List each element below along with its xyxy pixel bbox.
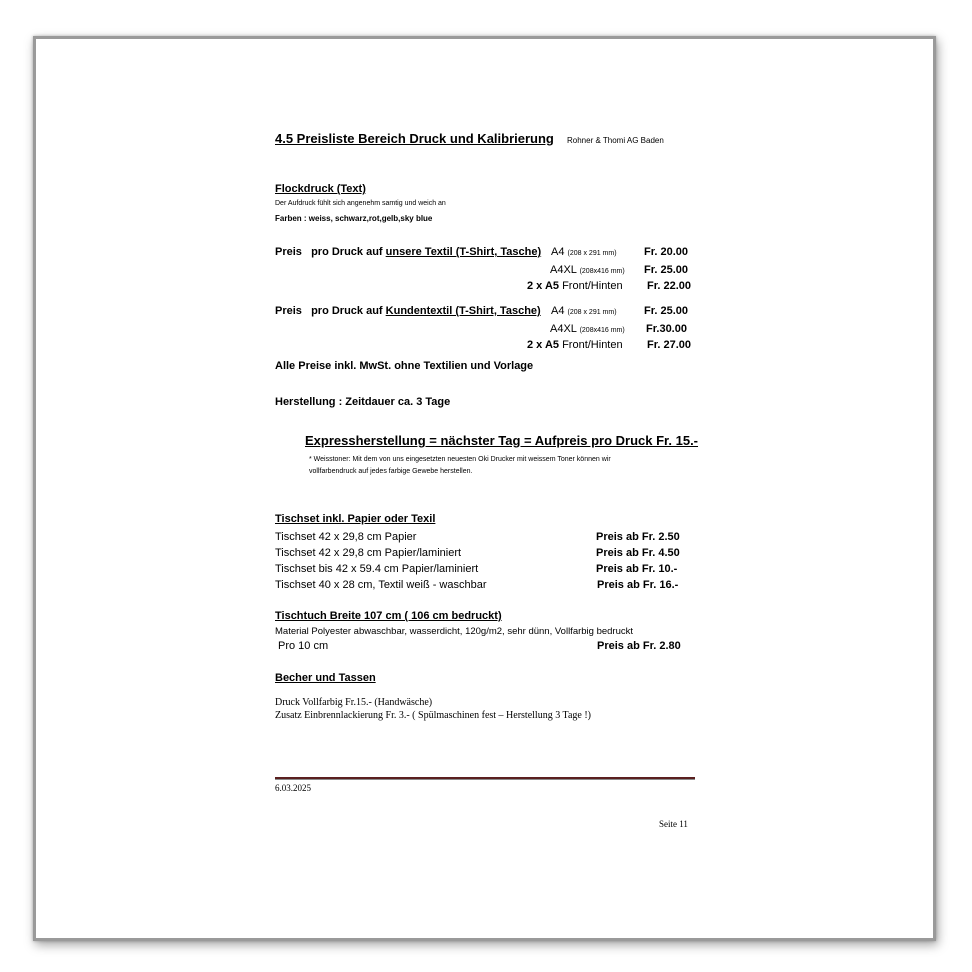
tischtuch-price: Preis ab Fr. 2.80: [597, 640, 681, 652]
all-prices-note: Alle Preise inkl. MwSt. ohne Textilien und Vorlage: [275, 360, 534, 372]
becher-line2: Zusatz Einbrennlackierung Fr. 3.- ( Spülmaschinen fest – Herstellung 3 Tage !): [275, 710, 591, 721]
tischset-item-label: Tischset 40 x 28 cm, Textil weiß - waschbar: [275, 579, 487, 591]
footer-divider: [275, 777, 695, 780]
own-a4-format: A4 (208 x 291 mm): [551, 246, 617, 258]
tischset-item-price: Preis ab Fr. 16.-: [597, 579, 679, 591]
customer-textile-text: Kundentextil (T-Shirt, Tasche): [385, 305, 541, 317]
tischset-item-price: Preis ab Fr. 10.-: [596, 563, 678, 575]
becher-heading: Becher und Tassen: [275, 672, 376, 684]
document-page: [33, 36, 936, 941]
document-title: 4.5 Preisliste Bereich Druck und Kalibrierung: [275, 131, 554, 146]
production-time: Herstellung : Zeitdauer ca. 3 Tage: [275, 396, 451, 408]
tischset-item-label: Tischset 42 x 29,8 cm Papier: [275, 531, 417, 543]
company-name: Rohner & Thomi AG Baden: [567, 136, 664, 145]
tischtuch-heading: Tischtuch Breite 107 cm ( 106 cm bedruckt): [275, 610, 502, 622]
toner-note-line1: * Weisstoner: Mit dem von uns eingesetzten neuesten Oki Drucker mit weissem Toner können wir: [309, 456, 611, 463]
own-a5-format: 2 x A5 Front/Hinten: [527, 280, 623, 292]
price-customer-title: Preis pro Druck auf Kundentextil (T-Shirt, Tasche): [275, 305, 541, 317]
express-note: Expressherstellung = nächster Tag = Aufpreis pro Druck Fr. 15.-: [305, 433, 699, 448]
own-textile-text: unsere Textil (T-Shirt, Tasche): [385, 246, 542, 258]
page-number: Seite 11: [659, 819, 688, 829]
price-own-title: Preis pro Druck auf unsere Textil (T-Shirt, Tasche): [275, 246, 542, 258]
flock-description: Der Aufdruck fühlt sich angenehm samtig und weich an: [275, 200, 446, 207]
flock-colors: Farben : weiss, schwarz,rot,gelb,sky blue: [275, 214, 433, 223]
customer-a4-format: A4 (208 x 291 mm): [551, 305, 617, 317]
tischset-item-label: Tischset bis 42 x 59.4 cm Papier/laminiert: [275, 563, 479, 575]
customer-a5-format: 2 x A5 Front/Hinten: [527, 339, 623, 351]
becher-line1: Druck Vollfarbig Fr.15.- (Handwäsche): [275, 697, 433, 708]
tischtuch-unit: Pro 10 cm: [278, 640, 329, 652]
own-a4-price: Fr. 20.00: [644, 246, 689, 258]
footer-date: 6.03.2025: [275, 783, 311, 793]
own-a4xl-price: Fr. 25.00: [644, 264, 689, 276]
tischset-heading: Tischset inkl. Papier oder Texil: [275, 513, 436, 525]
customer-a4-price: Fr. 25.00: [644, 305, 689, 317]
tischset-item-price: Preis ab Fr. 4.50: [596, 547, 680, 559]
customer-a5-price: Fr. 27.00: [647, 339, 692, 351]
customer-a4xl-price: Fr.30.00: [646, 323, 687, 335]
tischtuch-material: Material Polyester abwaschbar, wasserdicht, 120g/m2, sehr dünn, Vollfarbig bedruckt: [275, 626, 634, 637]
toner-note-line2: vollfarbendruck auf jedes farbige Gewebe herstellen.: [309, 468, 473, 475]
tischset-item-price: Preis ab Fr. 2.50: [596, 531, 680, 543]
tischset-item-label: Tischset 42 x 29,8 cm Papier/laminiert: [275, 547, 462, 559]
flock-heading: Flockdruck (Text): [275, 183, 366, 195]
own-a4xl-format: A4XL (208x416 mm): [550, 264, 625, 276]
own-a5-price: Fr. 22.00: [647, 280, 692, 292]
customer-a4xl-format: A4XL (208x416 mm): [550, 323, 625, 335]
